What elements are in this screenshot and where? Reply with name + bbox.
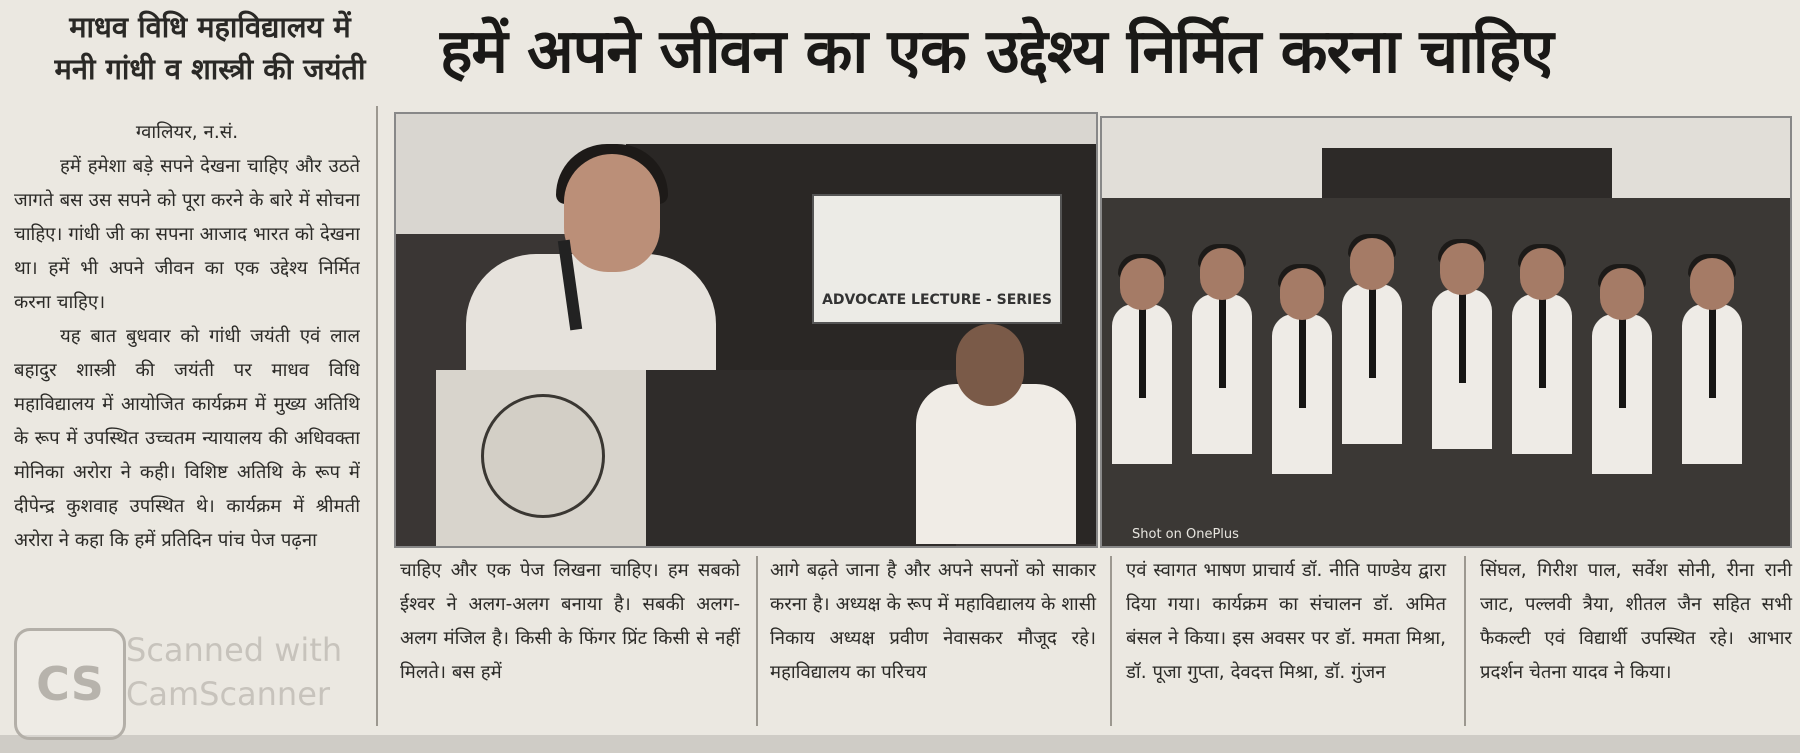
kicker-line-2: मनी गांधी व शास्त्री की जयंती xyxy=(54,52,366,86)
column-rule xyxy=(1110,556,1112,726)
scanner-watermark-line-1: Scanned with xyxy=(126,631,343,669)
article-column-2: चाहिए और एक पेज लिखना चाहिए। हम सबको ईश्वर ने अलग-अलग बनाया है। सबकी अलग-अलग मंजिल है। किसी के फिंगर प्रिंट किसी से नहीं मिलते। बस हमें xyxy=(400,560,740,683)
column-rule xyxy=(1464,556,1466,726)
article-column-3: आगे बढ़ते जाना है और अपने सपनों को साकार करना है। अध्यक्ष के रूप में महाविद्यालय के शासी निकाय अध्यक्ष प्रवीण नेवासकर मौजूद रहे। महाविद्यालय का परिचय xyxy=(770,560,1096,683)
article-paragraph: यह बात बुधवार को गांधी जयंती एवं लाल बहादुर शास्त्री की जयंती पर माधव विधि महाविद्यालय में आयोजित कार्यक्रम में मुख्य अतिथि के रूप में उपस्थित उच्चतम न्यायालय की अधिवक्ता मोनिका अरोरा ने कही। विशिष्ट अतिथि के रूप में दीपेन्द्र कुशवाह उपस्थित थे। कार्यक्रम में श्रीमती अरोरा ने कहा कि हमें प्रतिदिन पांच पेज पढ़ना xyxy=(14,326,360,551)
scanner-watermark-line-2: CamScanner xyxy=(126,675,331,713)
dateline: ग्वालियर, न.सं. xyxy=(135,122,239,143)
camscanner-logo-icon: CS xyxy=(14,628,126,740)
college-seal-icon xyxy=(481,394,605,518)
kicker-heading xyxy=(10,6,410,90)
article-column-4: एवं स्वागत भाषण प्राचार्य डॉ. नीति पाण्डेय द्वारा दिया गया। कार्यक्रम का संचालन डॉ. अमित बंसल ने किया। इस अवसर पर डॉ. ममता मिश्रा, डॉ. पूजा गुप्ता, देवदत्त मिश्रा, डॉ. गुंजन xyxy=(1126,560,1446,683)
scan-edge xyxy=(0,735,1800,753)
photo-speaker-at-podium xyxy=(394,112,1098,548)
speaker-face xyxy=(564,154,660,272)
photo-students-group xyxy=(1100,116,1792,548)
article-column-5: सिंघल, गिरीश पाल, सर्वेश सोनी, रीना रानी जाट, पल्लवी त्रैया, शीतल जैन सहित सभी फैकल्टी एवं विद्यार्थी उपस्थित रहे। आभार प्रदर्शन चेतना यादव ने किया। xyxy=(1480,560,1792,683)
kicker-line-1: माधव विधि महाविद्यालय में xyxy=(69,10,351,44)
scanner-watermark xyxy=(126,628,426,716)
column-rule xyxy=(756,556,758,726)
seated-guest-face xyxy=(956,324,1024,406)
article-paragraph: हमें हमेशा बड़े सपने देखना चाहिए और उठते जागते बस उस सपने को पूरा करने के बारे में सोचना चाहिए। गांधी जी का सपना आजाद भारत को देखना था। हमें भी अपने जीवन का एक उद्देश्य निर्मित करना चाहिए। xyxy=(14,156,360,313)
event-banner: ADVOCATE LECTURE - SERIES xyxy=(812,194,1062,324)
camera-watermark: Shot on OnePlus xyxy=(1132,527,1239,542)
seated-guest-figure xyxy=(916,384,1076,544)
headline: हमें अपने जीवन का एक उद्देश्य निर्मित करना चाहिए xyxy=(440,16,1553,87)
